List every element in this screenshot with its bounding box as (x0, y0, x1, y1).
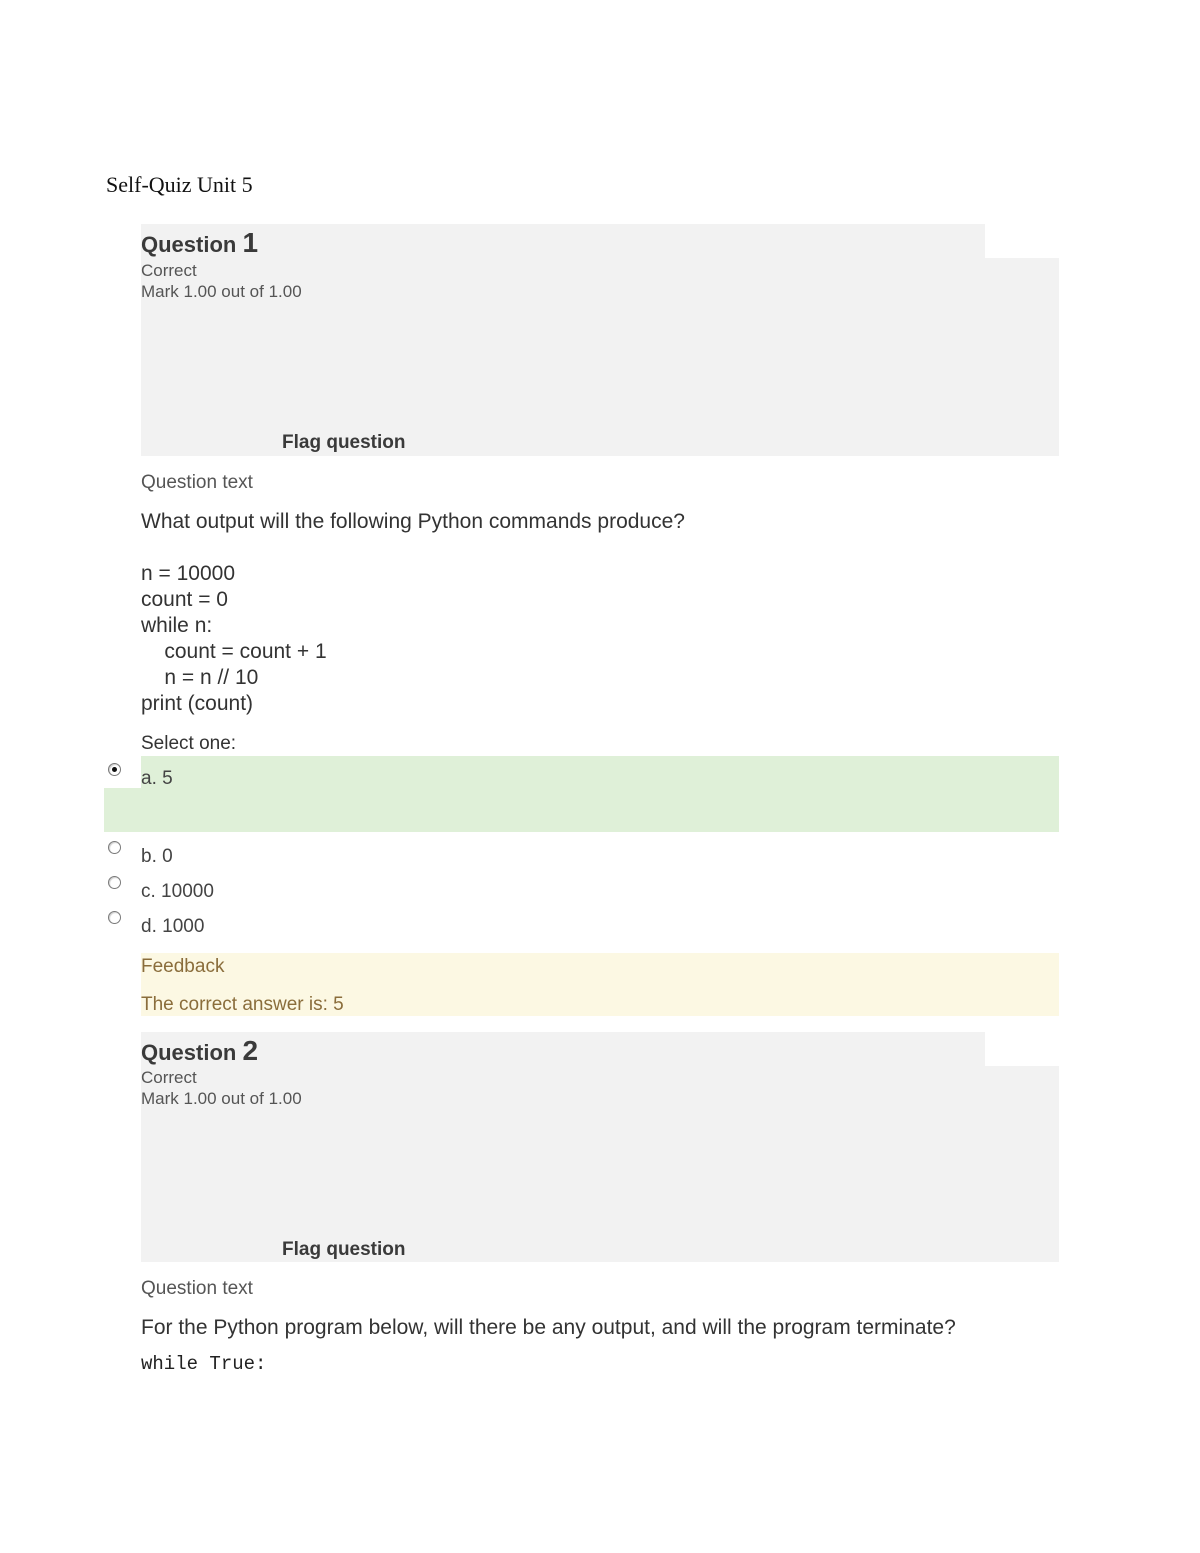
feedback-correct-answer: The correct answer is: 5 (141, 994, 344, 1015)
code-line: count = count + 1 (141, 640, 327, 663)
code-line: count = 0 (141, 588, 228, 611)
option-a-radio[interactable] (108, 763, 121, 776)
option-b-radio[interactable] (108, 841, 121, 854)
question-heading-word: Question (141, 1040, 237, 1065)
question-1-text: What output will the following Python commands produce? (141, 510, 685, 533)
question-1-flag-button[interactable]: Flag question (282, 432, 406, 453)
question-1-text-label: Question text (141, 472, 253, 493)
code-line: n = 10000 (141, 562, 236, 585)
option-b-label[interactable]: b. 0 (141, 846, 173, 867)
document-title: Self-Quiz Unit 5 (106, 172, 253, 197)
question-1-state: Correct (141, 261, 197, 280)
option-c-label[interactable]: c. 10000 (141, 881, 214, 902)
question-2-flag-button[interactable]: Flag question (282, 1239, 406, 1260)
question-heading-word: Question (141, 232, 237, 257)
option-d-radio[interactable] (108, 911, 121, 924)
option-a-correct-highlight-tab (104, 788, 144, 832)
question-2-text: For the Python program below, will there be any output, and will the program terminate? (141, 1316, 956, 1339)
option-a-correct-highlight (141, 756, 1059, 832)
question-1-grade: Mark 1.00 out of 1.00 (141, 282, 302, 301)
feedback-label: Feedback (141, 956, 225, 977)
code-line: n = n // 10 (141, 666, 259, 689)
code-line: print (count) (141, 692, 254, 715)
question-2-heading (141, 1035, 258, 1067)
option-a-label[interactable]: a. 5 (141, 768, 173, 789)
option-d-label[interactable]: d. 1000 (141, 916, 205, 937)
question-2-state: Correct (141, 1068, 197, 1087)
code-line: while n: (141, 614, 213, 637)
question-1-info-header (141, 224, 985, 260)
question-2-text-label: Question text (141, 1278, 253, 1299)
question-1-code-block (141, 561, 327, 717)
question-2-code-line: while True: (141, 1353, 267, 1375)
question-1-prompt: Select one: (141, 733, 237, 754)
question-number: 2 (242, 1035, 259, 1066)
question-1-heading (141, 227, 258, 259)
question-2-info-header (141, 1032, 985, 1068)
question-number: 1 (242, 227, 259, 258)
option-c-radio[interactable] (108, 876, 121, 889)
question-2-grade: Mark 1.00 out of 1.00 (141, 1089, 302, 1108)
